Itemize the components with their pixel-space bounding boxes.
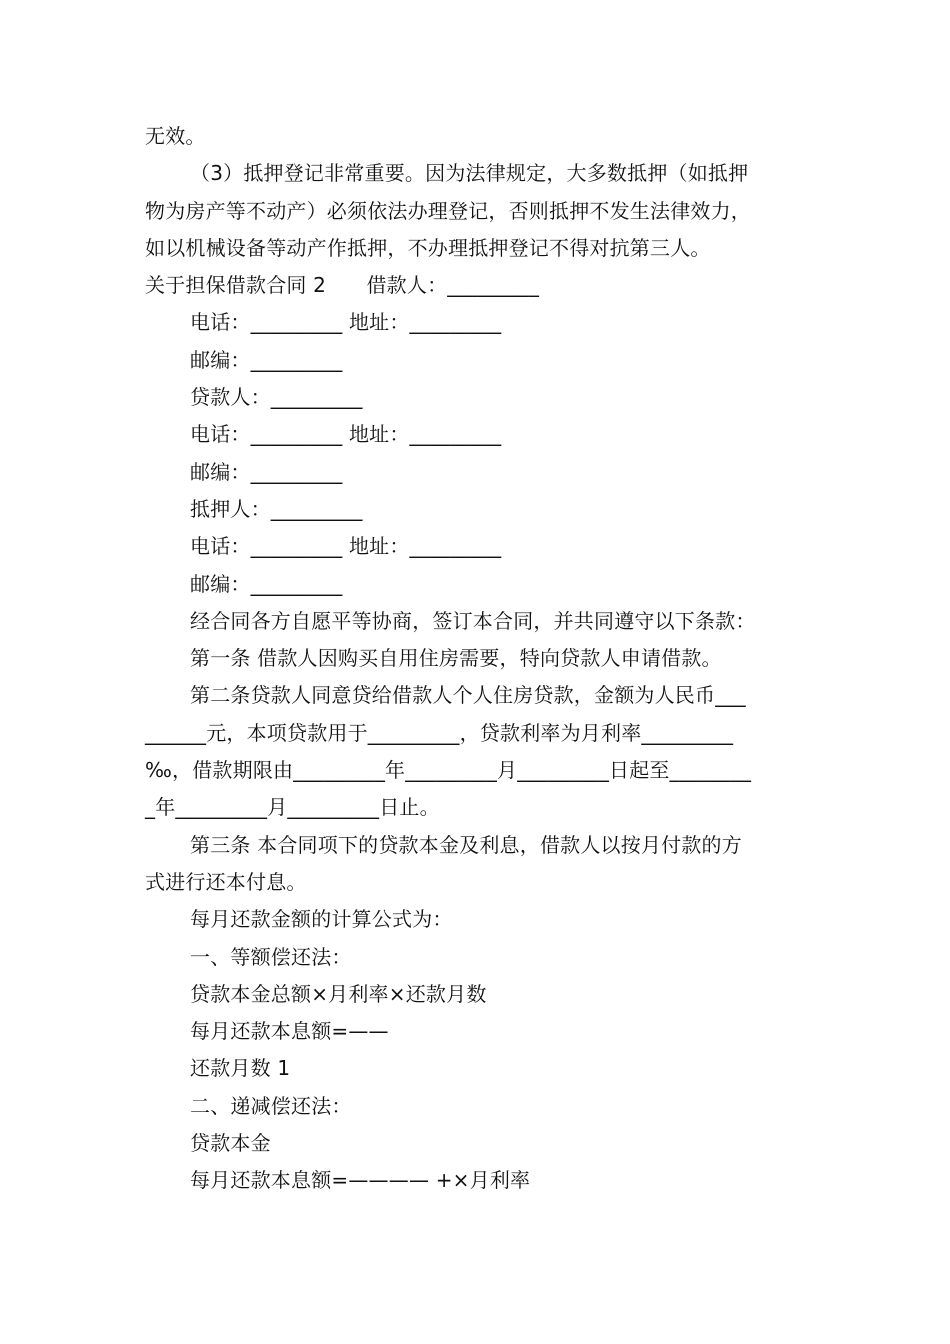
document-line: 邮编：_________ — [190, 459, 343, 484]
document-line: 每月还款本息额=—— — [190, 1019, 389, 1044]
document-line: 贷款本金 — [190, 1131, 271, 1156]
document-line: 如以机械设备等动产作抵押，不办理抵押登记不得对抗第三人。 — [145, 235, 711, 260]
document-line: ______元，本项贷款用于_________，贷款利率为月利率_________ — [145, 720, 734, 745]
document-line: 第二条贷款人同意贷给借款人个人住房贷款，金额为人民币___ — [190, 683, 746, 708]
document-line: 二、递减偿还法： — [190, 1093, 352, 1118]
document-line: 每月还款本息额=———— +×月利率 — [190, 1168, 531, 1193]
document-line: 经合同各方自愿平等协商，签订本合同，并共同遵守以下条款： — [190, 608, 756, 633]
document-line: 第一条 借款人因购买自用住房需要，特向贷款人申请借款。 — [190, 646, 722, 671]
document-line: 贷款本金总额×月利率×还款月数 — [190, 981, 487, 1006]
document-line: 电话：_________ 地址：_________ — [190, 310, 502, 335]
document-body — [145, 118, 810, 1200]
document-line: 还款月数 1 — [190, 1056, 291, 1081]
document-line: 式进行还本付息。 — [145, 869, 307, 894]
document-line: 关于担保借款合同 2 借款人：_________ — [145, 273, 540, 298]
document-line: 第三条 本合同项下的贷款本金及利息，借款人以按月付款的方 — [190, 832, 742, 857]
document-line: 邮编：_________ — [190, 347, 343, 372]
document-line: 电话：_________ 地址：_________ — [190, 534, 502, 559]
document-line: 抵押人：_________ — [190, 496, 363, 521]
document-line: 邮编：_________ — [190, 571, 343, 596]
document-line: _年_________月_________日止。 — [145, 795, 440, 820]
document-line: （3）抵押登记非常重要。因为法律规定，大多数抵押（如抵押 — [190, 161, 749, 186]
document-line: 贷款人：_________ — [190, 385, 363, 410]
document-line: 无效。 — [145, 124, 206, 148]
document-line: 一、等额偿还法： — [190, 944, 352, 969]
document-line: ‰，借款期限由_________年_________月_________日起至________ — [145, 758, 752, 783]
document-line: 物为房产等不动产）必须依法办理登记，否则抵押不发生法律效力， — [145, 198, 751, 223]
document-line: 电话：_________ 地址：_________ — [190, 422, 502, 447]
document-line: 每月还款金额的计算公式为： — [190, 907, 453, 932]
